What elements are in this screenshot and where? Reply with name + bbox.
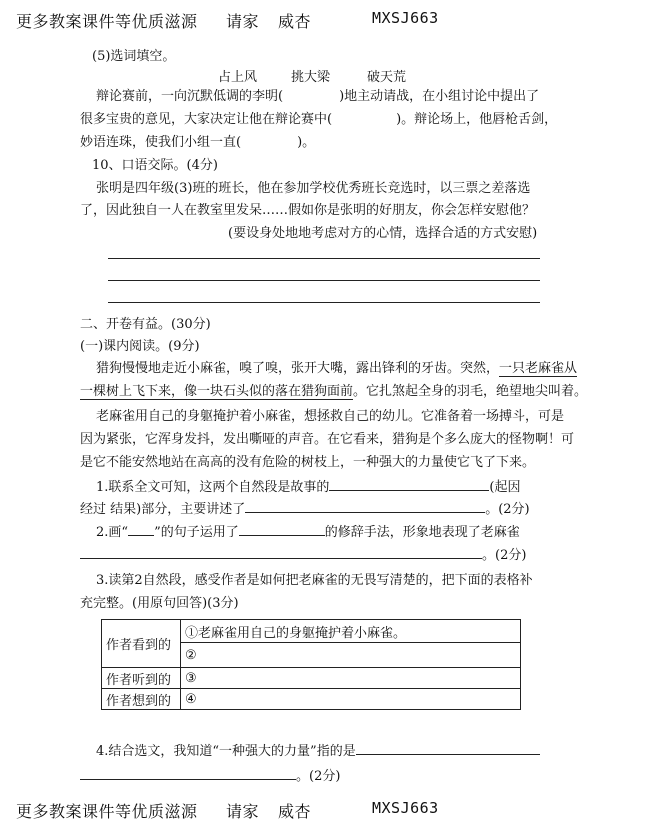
question-3-line-1: 3.读第2自然段，感受作者是如何把老麻雀的无畏写清楚的，把下面的表格补: [96, 573, 533, 588]
header-text-1: 请家: [226, 12, 260, 31]
table-cell-2[interactable]: ②: [181, 643, 521, 668]
table-cell-4[interactable]: ④: [181, 689, 521, 710]
part2-subtitle: (一)课内阅读。(9分): [80, 339, 200, 354]
question-2-line-2: 。(2分): [80, 544, 526, 563]
question-1-blank-a[interactable]: [329, 490, 489, 491]
passage-p2-line-2: 因为紧张，它浑身发抖，发出嘶哑的声音。在它看来，猎狗是个多么庞大的怪物啊！可: [80, 432, 575, 447]
question-1-line-2: 经过 结果)部分，主要讲述了 。(2分): [80, 502, 530, 517]
q5-line-3: 妙语连珠，使我们小组一直( )。: [80, 135, 316, 150]
question-2-underline-sample: [128, 535, 154, 536]
header-text-2: 威杏: [278, 12, 312, 31]
q5-title: (5)选词填空。: [92, 49, 176, 64]
q5-line-2: 很多宝贵的意见，大家决定让他在辩论赛中( )。辩论场上，他唇枪舌剑，: [80, 112, 558, 127]
passage-p2-line-3: 是它不能安然地站在高高的没有危险的树枝上，一种强大的力量使它飞了下来。: [80, 455, 536, 470]
table-label-saw: 作者看到的: [102, 620, 181, 668]
question-4-line-1: 4.结合选文，我知道“一种强大的力量”指的是: [96, 740, 540, 759]
question-1-line-1: 1.联系全文可知，这两个自然段是故事的 (起因: [96, 480, 521, 495]
passage-p1-line-2: 一棵树上飞下来，像一块石头似的落在猎狗面前。它扎煞起全身的羽毛，绝望地尖叫着。: [80, 384, 588, 399]
header-code: MXSJ663: [372, 9, 439, 27]
table-row: [102, 620, 521, 643]
answer-table: [101, 619, 521, 710]
part2-title: 二、开卷有益。(30分): [80, 317, 211, 332]
footer-text-2: 威杏: [278, 802, 312, 821]
table-label-thought: 作者想到的: [102, 689, 181, 710]
q5-word-1: 占上风: [218, 70, 258, 85]
question-4-blank-b[interactable]: [80, 779, 296, 780]
q10-para-2: 了，因此独自一人在教室里发呆……假如你是张明的好朋友，你会怎样安慰他？: [80, 203, 536, 218]
table-row: [102, 689, 521, 710]
q5-word-3: 破天荒: [367, 70, 407, 85]
table-cell-1[interactable]: ①老麻雀用自己的身躯掩护着小麻雀。: [181, 620, 521, 643]
answer-line-3[interactable]: [108, 302, 540, 303]
header-source-text: 更多教案课件等优质滋源: [16, 12, 198, 31]
footer-code: MXSJ663: [372, 799, 439, 817]
question-2-blank-a[interactable]: [239, 535, 325, 536]
q5-word-2: 挑大梁: [291, 70, 331, 85]
question-4-line-2: 。(2分): [80, 765, 340, 784]
footer-text-1: 请家: [226, 802, 260, 821]
answer-line-2[interactable]: [108, 280, 540, 281]
passage-p2-line-1: 老麻雀用自己的身躯掩护着小麻雀，想拯救自己的幼儿。它准备着一场搏斗，可是: [96, 409, 565, 424]
q5-line-1: 辩论赛前，一向沉默低调的李明( )地主动请战，在小组讨论中提出了: [96, 89, 540, 104]
table-row: [102, 668, 521, 689]
table-cell-3[interactable]: ③: [181, 668, 521, 689]
question-2-line-1: 2.画“ ”的句子运用了 的修辞手法，形象地表现了老麻雀: [96, 525, 520, 540]
question-1-blank-b[interactable]: [245, 512, 485, 513]
q10-hint: (要设身处地地考虑对方的心情，选择合适的方式安慰): [228, 226, 538, 241]
table-label-heard: 作者听到的: [102, 668, 181, 689]
answer-line-1[interactable]: [108, 258, 540, 259]
q10-title: 10、口语交际。(4分): [92, 158, 218, 173]
footer-source-text: 更多教案课件等优质滋源: [16, 802, 198, 821]
passage-p1-line-1: 猎狗慢慢地走近小麻雀，嗅了嗅，张开大嘴，露出锋利的牙齿。突然，一只老麻雀从: [96, 361, 578, 376]
question-3-line-2: 充完整。(用原句回答)(3分): [80, 596, 239, 611]
question-4-blank-a[interactable]: [356, 754, 540, 755]
question-2-blank-b[interactable]: [80, 558, 482, 559]
q10-para-1: 张明是四年级(3)班的班长，他在参加学校优秀班长竞选时，以三票之差落选: [96, 181, 531, 196]
